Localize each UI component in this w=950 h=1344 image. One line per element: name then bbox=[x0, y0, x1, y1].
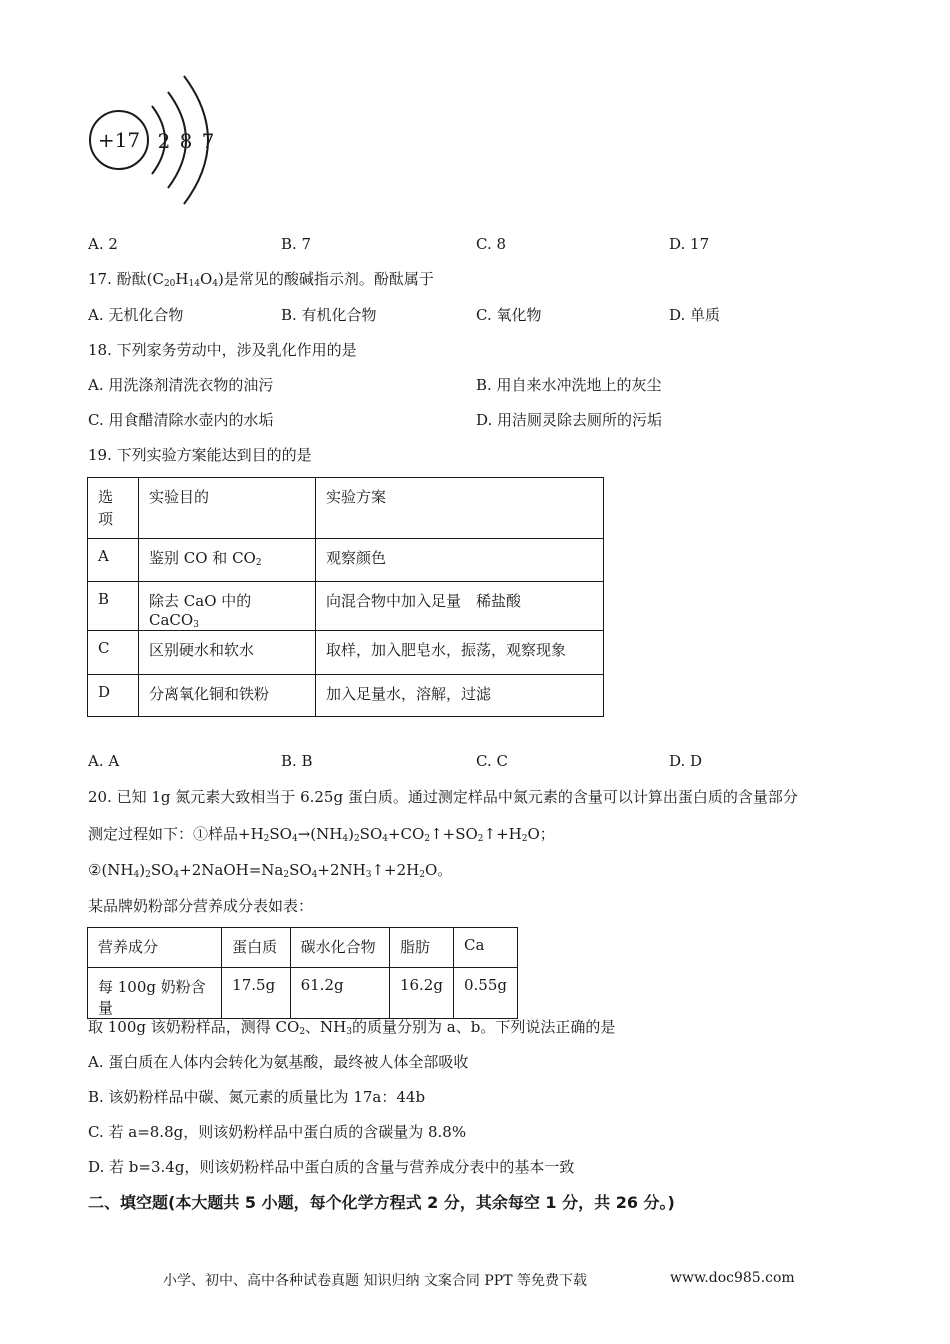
q19-stem: 19. 下列实验方案能达到目的的是 bbox=[88, 446, 312, 464]
q20-option-b: B. 该奶粉样品中碳、氮元素的质量比为 17a：44b bbox=[88, 1088, 426, 1106]
q17-option-a: A. 无机化合物 bbox=[88, 306, 184, 324]
q20-stem-line1: 20. 已知 1g 氮元素大致相当于 6.25g 蛋白质。通过测定样品中氮元素的含量可以计算出蛋白质的含量部分 bbox=[88, 788, 798, 806]
table-row bbox=[88, 675, 604, 717]
header-calcium: Ca bbox=[453, 928, 517, 968]
electron-count-1: 2 bbox=[157, 129, 171, 153]
cell-plan: 向混合物中加入足量 稀盐酸 bbox=[316, 582, 604, 631]
table-header-row bbox=[88, 478, 604, 539]
q17-stem-suffix: )是常见的酸碱指示剂。酚酞属于 bbox=[218, 270, 434, 288]
footer-text: 小学、初中、高中各种试卷真题 知识归纳 文案合同 PPT 等免费下载 bbox=[163, 1273, 587, 1289]
q17-stem bbox=[88, 269, 434, 294]
q18-option-d: D. 用洁厕灵除去厕所的污垢 bbox=[476, 411, 663, 429]
cell-option: A bbox=[88, 539, 139, 582]
cell-purpose: 鉴别 CO 和 $CO_2$ bbox=[139, 539, 316, 582]
q19-option-d: D. D bbox=[669, 752, 703, 770]
header-option: 选项 bbox=[88, 478, 139, 539]
q16-option-c: C. 8 bbox=[476, 235, 507, 253]
q20-option-a: A. 蛋白质在人体内会转化为氨基酸，最终被人体全部吸收 bbox=[88, 1053, 469, 1071]
q18-option-a: A. 用洗涤剂清洗衣物的油污 bbox=[88, 376, 274, 394]
header-protein: 蛋白质 bbox=[222, 928, 290, 968]
q17-option-b: B. 有机化合物 bbox=[281, 306, 377, 324]
cell-calcium: 0.55g bbox=[453, 968, 517, 1019]
q17-sub-2: 14 bbox=[188, 279, 200, 289]
header-plan: 实验方案 bbox=[316, 478, 604, 539]
cell-purpose: 除去 CaO 中的 CaCO$_3$ bbox=[139, 582, 316, 631]
electron-count-3: 7 bbox=[201, 129, 215, 153]
q17-h: H bbox=[175, 270, 189, 288]
q19-table bbox=[87, 477, 604, 717]
electron-count-2: 8 bbox=[179, 129, 193, 153]
q17-sub-3: 4 bbox=[212, 279, 218, 289]
nutrition-table bbox=[87, 927, 518, 1019]
cell-protein: 17.5g bbox=[222, 968, 290, 1019]
q18-option-b: B. 用自来水冲洗地上的灰尘 bbox=[476, 376, 662, 394]
q19-option-c: C. C bbox=[476, 752, 508, 770]
table-row bbox=[88, 631, 604, 675]
q18-stem: 18. 下列家务劳动中，涉及乳化作用的是 bbox=[88, 341, 357, 359]
q16-option-b: B. 7 bbox=[281, 235, 312, 253]
table-header-row bbox=[88, 928, 518, 968]
cell-fat: 16.2g bbox=[389, 968, 453, 1019]
footer-url[interactable]: www.doc985.com bbox=[670, 1270, 795, 1286]
q20-condition: 取 100g 该奶粉样品，测得 $CO_2$、$NH_3$的质量分别为 a、b。下列说法正确的是 bbox=[88, 1018, 616, 1037]
nucleus-charge: +17 bbox=[97, 128, 141, 152]
q20-reaction-2: $②(NH_4)_2SO_4+2NaOH=Na_2SO_4+2NH_3↑+2H_2O$。 bbox=[88, 861, 453, 880]
q17-o: O bbox=[199, 270, 213, 288]
q17-sub-1: 20 bbox=[163, 279, 176, 289]
q19-option-a: A. A bbox=[88, 752, 120, 770]
q17-option-d: D. 单质 bbox=[669, 306, 721, 324]
atom-structure-diagram bbox=[80, 70, 240, 210]
q16-option-d: D. 17 bbox=[669, 235, 710, 253]
cell-plan: 取样，加入肥皂水，振荡，观察现象 bbox=[316, 631, 604, 675]
q17-stem-prefix: 17. 酚酞(C bbox=[88, 270, 164, 288]
cell-option: C bbox=[88, 631, 139, 675]
cell-option: B bbox=[88, 582, 139, 631]
header-purpose: 实验目的 bbox=[139, 478, 316, 539]
section-heading: 二、填空题(本大题共 5 小题，每个化学方程式 2 分，其余每空 1 分，共 26 分。) bbox=[88, 1193, 675, 1212]
header-fat: 脂肪 bbox=[389, 928, 453, 968]
table-row bbox=[88, 539, 604, 582]
q20-table-intro: 某品牌奶粉部分营养成分表如表： bbox=[88, 897, 314, 915]
cell-purpose: 分离氧化铜和铁粉 bbox=[139, 675, 316, 717]
cell-plan: 观察颜色 bbox=[316, 539, 604, 582]
q17-option-c: C. 氧化物 bbox=[476, 306, 542, 324]
q19-option-b: B. B bbox=[281, 752, 313, 770]
cell-option: D bbox=[88, 675, 139, 717]
cell-plan: 加入足量水，溶解，过滤 bbox=[316, 675, 604, 717]
q20-option-d: D. 若 b=3.4g，则该奶粉样品中蛋白质的含量与营养成分表中的基本一致 bbox=[88, 1158, 575, 1176]
cell-carbohydrate: 61.2g bbox=[290, 968, 389, 1019]
cell-label: 每 100g 奶粉含量 bbox=[88, 968, 222, 1019]
q16-option-a: A. 2 bbox=[88, 235, 118, 253]
q18-option-c: C. 用食醋清除水壶内的水垢 bbox=[88, 411, 274, 429]
q20-option-c: C. 若 a=8.8g，则该奶粉样品中蛋白质的含碳量为 8.8% bbox=[88, 1123, 467, 1141]
table-row bbox=[88, 968, 518, 1019]
q20-reaction-1: 测定过程如下：①样品$+H_2SO_4\to(NH_4)_2SO_4+CO_2↑+SO_2↑+H_2O$； bbox=[88, 825, 555, 844]
cell-purpose: 区别硬水和软水 bbox=[139, 631, 316, 675]
header-carbohydrate: 碳水化合物 bbox=[290, 928, 389, 968]
header-nutrient: 营养成分 bbox=[88, 928, 222, 968]
table-row bbox=[88, 582, 604, 631]
